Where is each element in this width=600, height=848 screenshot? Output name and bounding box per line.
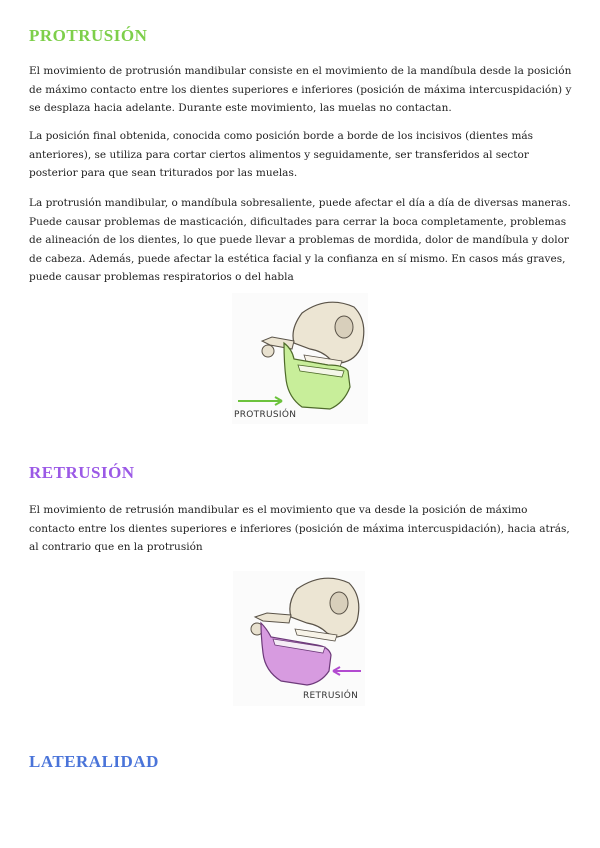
- section-title-protrusion: PROTRUSIÓN: [29, 26, 148, 45]
- retrusion-skull-drawing: [233, 571, 365, 706]
- protrusion-caption: PROTRUSIÓN: [234, 410, 297, 420]
- condyle: [262, 345, 274, 357]
- protrusion-paragraph-3: La protrusión mandibular, o mandíbula sobresaliente, puede afectar el día a día de diversas maneras. Puede causar problemas de masticación, dificultades para cerrar la boca completamente, problemas de alineación de los dientes, lo que puede llevar a problemas de mordida, dolor de mandíbula y dolor de cabeza. Además, puede afectar la estética facial y la confianza en sí mismo. En casos más graves, puede causar problemas respiratorios o del habla: [29, 197, 571, 283]
- protrusion-illustration: [232, 293, 368, 424]
- zygomatic-arch: [255, 613, 291, 623]
- section-title-lateralidad: LATERALIDAD: [29, 752, 159, 771]
- skull-outline: [290, 578, 359, 637]
- section-title-retrusion: RETRUSIÓN: [29, 463, 135, 482]
- protrusion-skull-drawing: [232, 293, 368, 424]
- retrusion-paragraph-1: El movimiento de retrusión mandibular es el movimiento que va desde la posición de máximo contacto entre los dientes superiores e inferiores (posición de máxima intercuspidación), hacia atrás, al contrario que en la protrusión: [29, 504, 570, 553]
- eye-socket: [335, 316, 353, 338]
- skull-outline: [293, 302, 364, 363]
- eye-socket: [330, 592, 348, 614]
- retrusion-caption: RETRUSIÓN: [303, 691, 359, 701]
- protrusion-paragraph-1: El movimiento de protrusión mandibular consiste en el movimiento de la mandíbula desde la posición de máximo contacto entre los dientes superiores e inferiores (posición de máxima intercuspidación) y se desplaza hacia adelante. Durante este movimiento, las muelas no contactan.: [29, 65, 572, 114]
- retrusion-illustration: [233, 571, 365, 706]
- protrusion-paragraph-2: La posición final obtenida, conocida como posición borde a borde de los incisivos (dientes más anteriores), se utiliza para cortar ciertos alimentos y seguidamente, ser transferidos al sector posterior para que sean triturados por las muelas.: [29, 130, 534, 179]
